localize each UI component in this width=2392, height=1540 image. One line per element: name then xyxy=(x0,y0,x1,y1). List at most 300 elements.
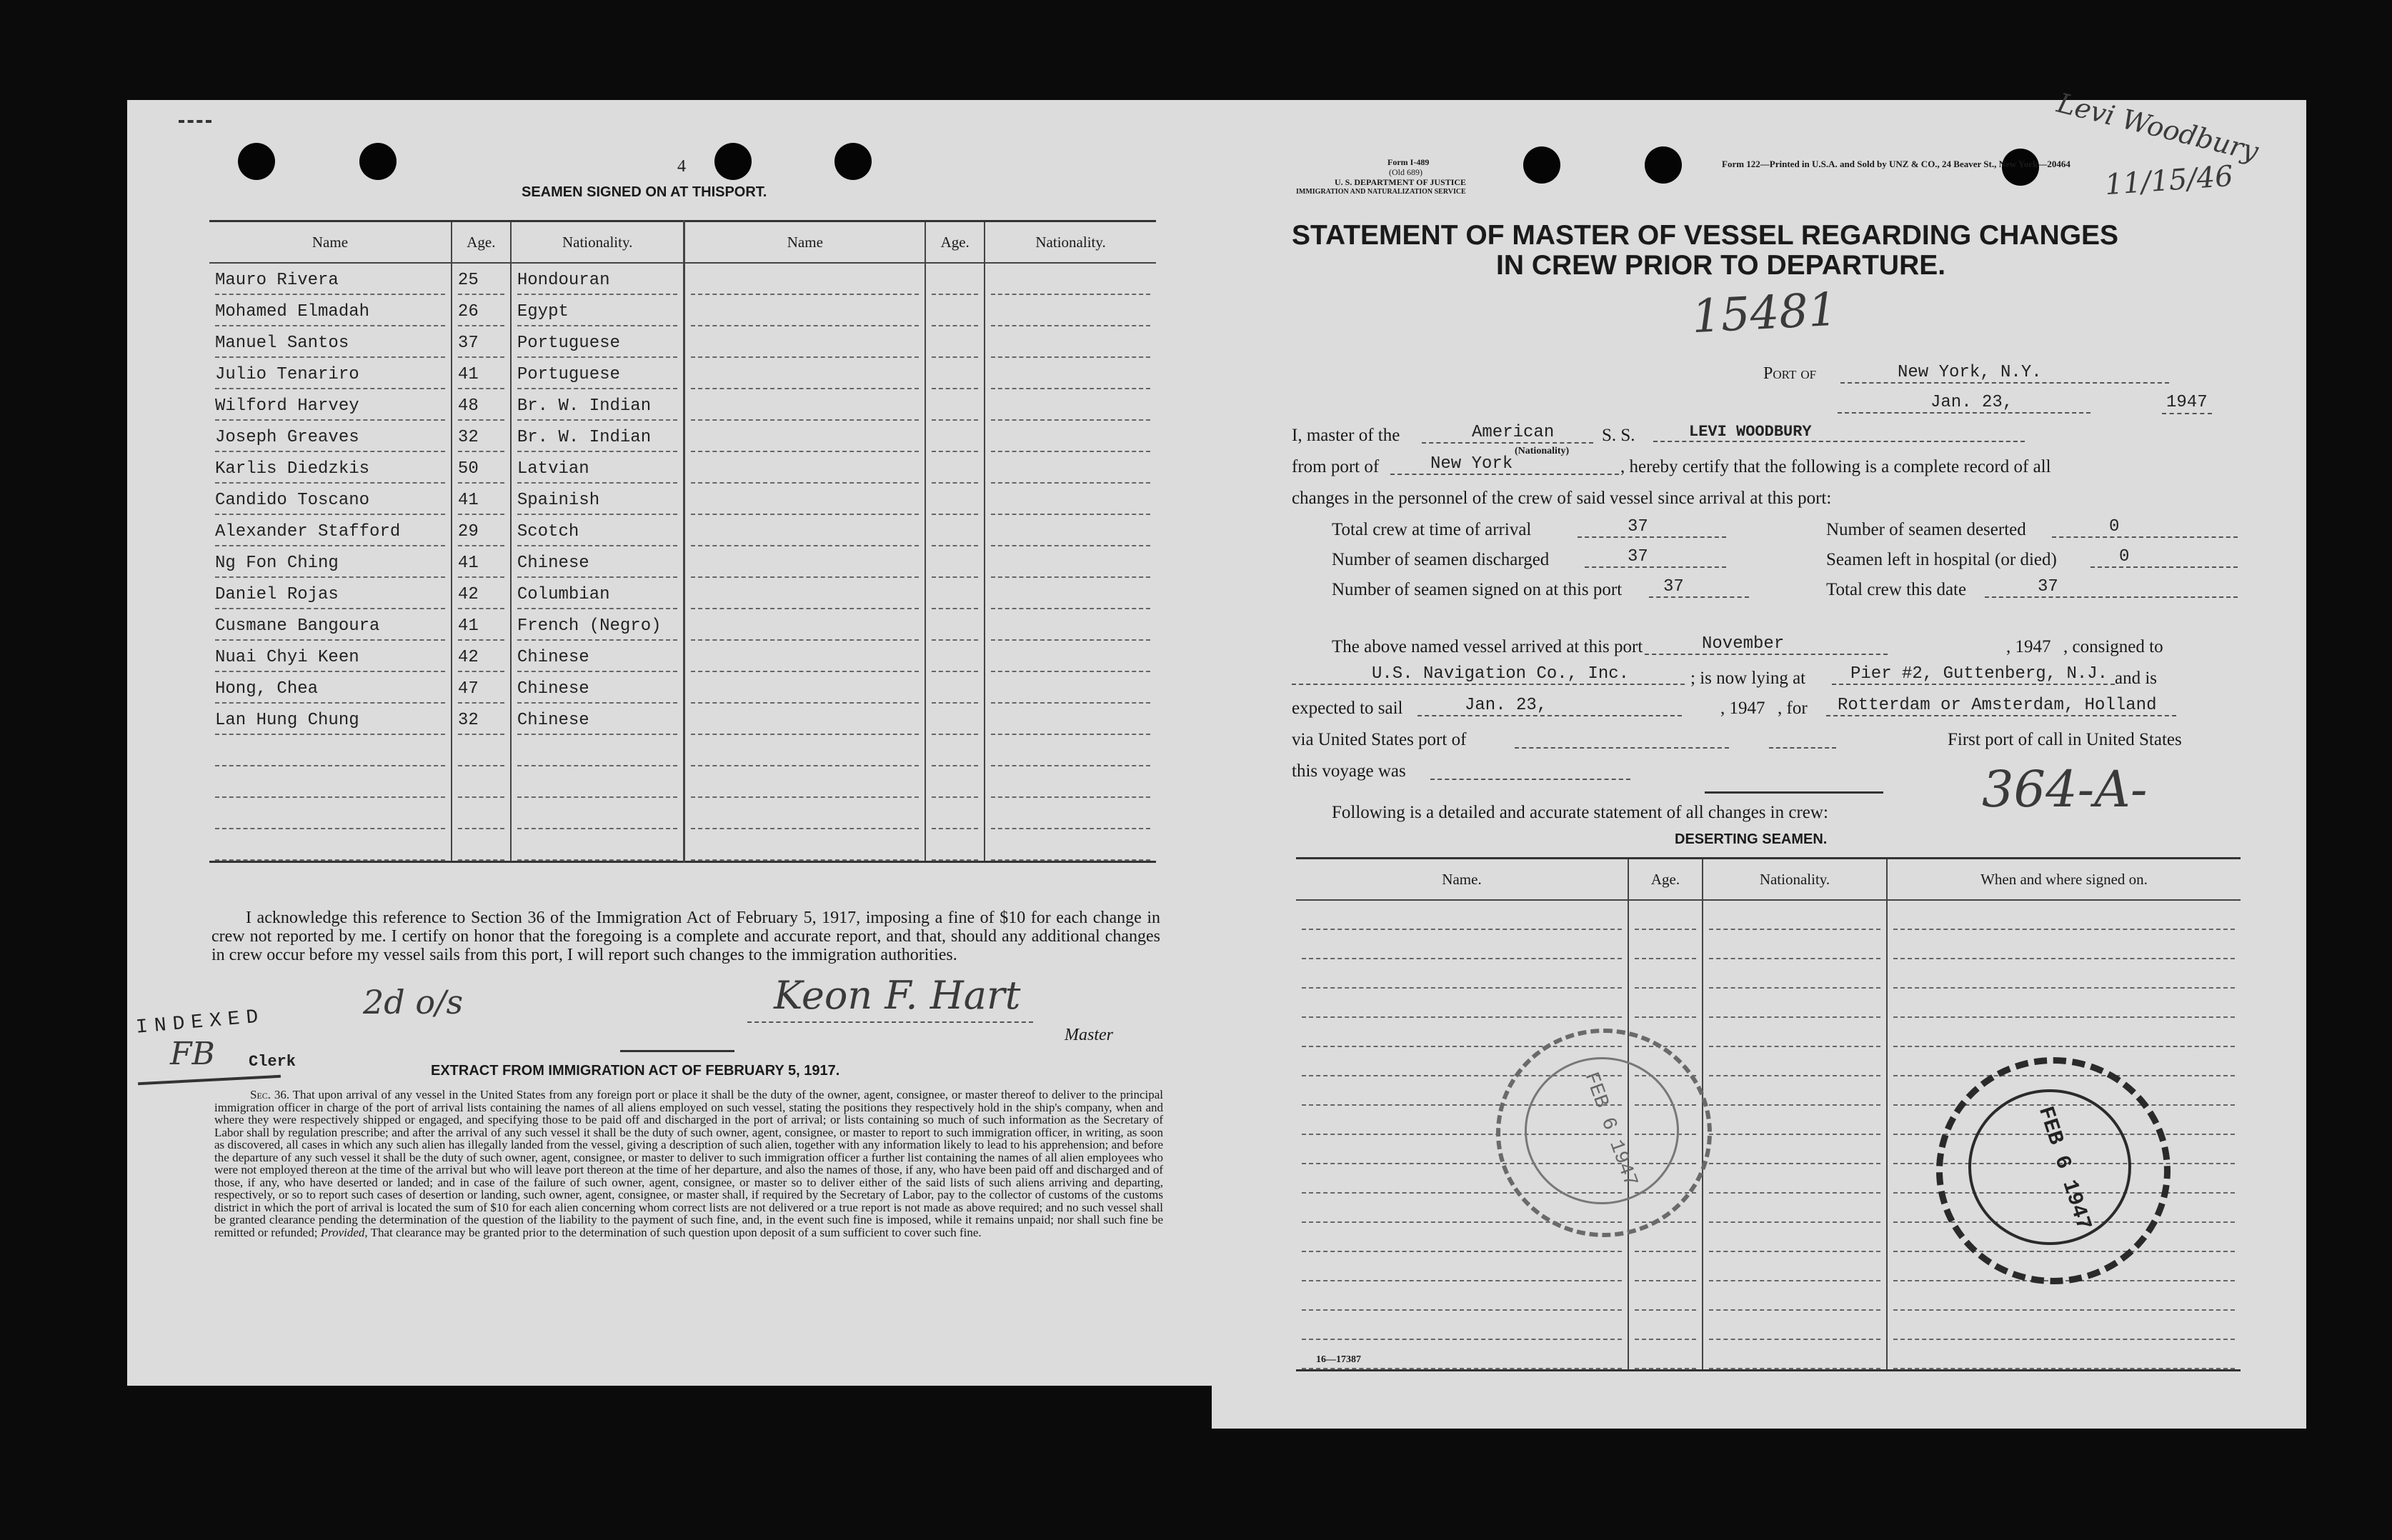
crew-nationality: Br. W. Indian xyxy=(517,428,678,452)
first-port-text: First port of call in United States xyxy=(1948,730,2182,749)
cell-name2 xyxy=(684,484,925,515)
cell-nationality xyxy=(511,609,684,641)
blank-cell xyxy=(1703,989,1887,1018)
cell-nationality2 xyxy=(985,326,1156,358)
blank-line xyxy=(691,491,919,515)
blank-line xyxy=(991,459,1150,484)
blank-line xyxy=(691,648,919,672)
cell-age2 xyxy=(925,515,985,546)
cell-name xyxy=(209,641,452,672)
cell-age2 xyxy=(925,295,985,326)
blank-line xyxy=(458,836,504,861)
cell-nationality xyxy=(511,546,684,578)
blank-cell xyxy=(1628,1252,1703,1281)
cell-age xyxy=(452,704,511,735)
cell-name xyxy=(209,672,452,704)
cell-age2 xyxy=(925,641,985,672)
crew-name: Cusmane Bangoura xyxy=(215,616,445,641)
deserted-value: 0 xyxy=(2052,517,2238,538)
cell-name xyxy=(209,798,452,829)
blank-line xyxy=(1709,1288,1880,1311)
cell-age2 xyxy=(925,263,985,295)
blank-line xyxy=(1709,936,1880,959)
cell-nationality2 xyxy=(985,641,1156,672)
cell-name xyxy=(209,389,452,421)
blank-line xyxy=(1709,1317,1880,1340)
crew-row xyxy=(209,798,1156,829)
blank-cell xyxy=(1296,989,1628,1018)
destination: Rotterdam or Amsterdam, Holland xyxy=(1826,696,2176,716)
acknowledgement: I acknowledge this reference to Section 36 of the Immigration Act of February 5, 1917, imposing a fine of $10 for each change in crew not reported by me. I certify on honor that the foregoing is a complete and accurate report, and that, should any additional changes in crew occur before my vessel sails from this port, I will report such changes to the immigration authorities. xyxy=(211,909,1160,964)
punch-hole xyxy=(834,143,872,180)
crew-nationality: Egypt xyxy=(517,302,678,326)
cell-age xyxy=(452,263,511,295)
section-label: Sec. 36. xyxy=(250,1088,290,1101)
crew-name: Alexander Stafford xyxy=(215,522,445,546)
blank-line xyxy=(991,491,1150,515)
blank-line xyxy=(1302,1259,1622,1281)
blank-line xyxy=(991,271,1150,295)
blank-line xyxy=(991,554,1150,578)
crew-age: 41 xyxy=(458,491,504,515)
crew-name: Wilford Harvey xyxy=(215,396,445,421)
blank-cell xyxy=(1296,959,1628,989)
blank-cell xyxy=(1628,930,1703,959)
blank-cell xyxy=(1887,900,2241,930)
crew-nationality: Portuguese xyxy=(517,365,678,389)
following-text: Following is a detailed and accurate statement of all changes in crew: xyxy=(1332,803,1828,822)
blank-line xyxy=(1302,995,1622,1018)
blank-cell xyxy=(1703,1340,1887,1371)
cell-name2 xyxy=(684,358,925,389)
cell-nationality2 xyxy=(985,829,1156,862)
form-title-line-2: IN CREW PRIOR TO DEPARTURE. xyxy=(1496,250,1946,281)
signed-on-label: Number of seamen signed on at this port xyxy=(1332,580,1623,599)
blank-cell xyxy=(1628,989,1703,1018)
crew-table-body xyxy=(209,263,1156,862)
cell-name2 xyxy=(684,766,925,798)
crew-nationality: Chinese xyxy=(517,679,678,704)
cell-nationality xyxy=(511,358,684,389)
crew-row xyxy=(209,829,1156,862)
blank-line xyxy=(1635,1288,1696,1311)
crew-name: Manuel Santos xyxy=(215,334,445,358)
blank-line xyxy=(932,774,978,798)
year-value: 1947 xyxy=(2166,393,2208,412)
blank-line xyxy=(932,711,978,735)
and-is: and is xyxy=(2115,669,2158,688)
cell-name xyxy=(209,766,452,798)
blank-line xyxy=(1635,907,1696,930)
cell-name2 xyxy=(684,798,925,829)
cell-name xyxy=(209,515,452,546)
expected-text: expected to sail xyxy=(1292,699,1403,718)
section-body-end: That clearance may be granted prior to the determination of such question upon deposit of a sum sufficient to cover such fine. xyxy=(370,1225,982,1239)
blank-cell xyxy=(1703,1047,1887,1076)
blank-line xyxy=(1893,995,2235,1018)
acknowledgement-text xyxy=(211,909,1160,964)
blank-cell xyxy=(1296,1281,1628,1311)
blank-line xyxy=(691,396,919,421)
blank-cell xyxy=(1703,930,1887,959)
blank-line xyxy=(932,616,978,641)
cell-nationality xyxy=(511,798,684,829)
cell-name xyxy=(209,578,452,609)
cell-name2 xyxy=(684,389,925,421)
blank-line xyxy=(1709,966,1880,989)
cell-nationality2 xyxy=(985,735,1156,766)
blank-line xyxy=(691,742,919,766)
cell-nationality2 xyxy=(985,389,1156,421)
blank-line xyxy=(215,805,445,829)
crew-row xyxy=(209,641,1156,672)
voyage-rule xyxy=(1705,791,1883,794)
cell-age xyxy=(452,389,511,421)
blank-line xyxy=(691,522,919,546)
cell-nationality2 xyxy=(985,578,1156,609)
blank-cell xyxy=(1703,1223,1887,1252)
section-36-text xyxy=(214,1089,1163,1239)
cell-nationality xyxy=(511,421,684,452)
blank-cell xyxy=(1628,959,1703,989)
blank-line xyxy=(1893,936,2235,959)
total-arrival-label: Total crew at time of arrival xyxy=(1332,520,1532,539)
blank-line xyxy=(691,836,919,861)
blank-cell xyxy=(1887,1311,2241,1340)
clerk-line xyxy=(138,1075,281,1085)
crew-name: Hong, Chea xyxy=(215,679,445,704)
cell-name2 xyxy=(684,546,925,578)
crew-age: 26 xyxy=(458,302,504,326)
blank-line xyxy=(1893,1024,2235,1047)
cell-nationality xyxy=(511,389,684,421)
crew-row xyxy=(209,546,1156,578)
blank-line xyxy=(991,774,1150,798)
crew-nationality: Br. W. Indian xyxy=(517,396,678,421)
cell-name2 xyxy=(684,641,925,672)
crew-row xyxy=(209,421,1156,452)
printer-note: Form 122—Printed in U.S.A. and Sold by UNZ & CO., 24 Beaver St., New York—20464 xyxy=(1722,159,2070,169)
cell-name xyxy=(209,546,452,578)
crew-age: 41 xyxy=(458,365,504,389)
cell-name2 xyxy=(684,735,925,766)
cell-name xyxy=(209,484,452,515)
cell-nationality2 xyxy=(985,546,1156,578)
cell-nationality xyxy=(511,578,684,609)
cell-nationality xyxy=(511,704,684,735)
blank-line xyxy=(1709,1200,1880,1223)
blank-cell xyxy=(1703,1252,1887,1281)
blank-cell xyxy=(1887,959,2241,989)
blank-line xyxy=(1709,995,1880,1018)
crew-row xyxy=(209,672,1156,704)
blank-line xyxy=(991,522,1150,546)
lying-value: Pier #2, Guttenberg, N.J. xyxy=(1832,664,2115,685)
extract-title: EXTRACT FROM IMMIGRATION ACT OF FEBRUARY 5, 1917. xyxy=(431,1063,840,1079)
page-number: 4 xyxy=(677,157,686,176)
cell-age2 xyxy=(925,735,985,766)
col-nationality-2: Nationality. xyxy=(985,221,1156,264)
extract-rule xyxy=(620,1050,734,1052)
discharged-label: Number of seamen discharged xyxy=(1332,550,1550,569)
blank-line xyxy=(932,459,978,484)
blank-line xyxy=(215,836,445,861)
cell-age2 xyxy=(925,546,985,578)
cell-age2 xyxy=(925,358,985,389)
arrived-month: November xyxy=(1645,634,1888,655)
cell-age xyxy=(452,609,511,641)
deserting-row xyxy=(1296,1018,2241,1047)
cell-nationality xyxy=(511,766,684,798)
cell-name xyxy=(209,609,452,641)
cell-age xyxy=(452,578,511,609)
blank-cell xyxy=(1296,1311,1628,1340)
blank-cell xyxy=(1887,1018,2241,1047)
blank-line xyxy=(991,585,1150,609)
crew-nationality: Chinese xyxy=(517,554,678,578)
via-line xyxy=(1515,747,1729,749)
col-name: Name xyxy=(209,221,452,264)
crew-name: Nuai Chyi Keen xyxy=(215,648,445,672)
crew-nationality: Latvian xyxy=(517,459,678,484)
total-date-label: Total crew this date xyxy=(1826,580,1967,599)
blank-cell xyxy=(1703,1106,1887,1135)
cell-name2 xyxy=(684,672,925,704)
crew-age: 42 xyxy=(458,585,504,609)
cell-age2 xyxy=(925,389,985,421)
cell-name2 xyxy=(684,452,925,484)
port-label: Port of xyxy=(1763,364,1817,383)
punch-hole xyxy=(359,143,397,180)
cell-name2 xyxy=(684,263,925,295)
blank-cell xyxy=(1887,1340,2241,1371)
total-date-value: 37 xyxy=(1985,577,2238,598)
blank-line xyxy=(691,585,919,609)
section-body: That upon arrival of any vessel in the United States from any foreign port or place it shall be the duty of the owner, agent, consignee, or master thereof to deliver to the principal immigration officer in charge of the port of arrival lists containing the names of all aliens employed on such vessel, stating the positions they respectively hold in the ship's company, when and where they were respectively shipped or engaged, and specifying those to be paid off and discharged in the port of arrival; or lists containing so much of such information as the Secretary of Labor shall by regulation prescribe; and after the arrival of any such vessel it shall be the duty of such owner, agent, consignee, or master to report to such immigration officer, in writing, as soon as discovered, all cases in which any such alien has illegally landed from the vessel, giving a description of such alien, together with any information likely to lead to his apprehension; and before the departure of any such vessel it shall be the duty of such owner, agent, consignee, or master to deliver to such immigration officer a further list containing the names of all alien employees who were not employed thereon at the time of the arrival but who will leave port thereon at the time of her departure, and also the names of those, if any, who have been paid off and discharged and of those, if any, who have deserted or landed; and in case of the failure of such owner, agent, consignee, or master so to deliver either of the said lists of such aliens arriving and departing, respectively, or so to report such cases of desertion or landing, such owner, agent, consignee, or master shall, if required by the Secretary of Labor, pay to the collector of customs of the customs district in which the port of arrival is located the sum of $10 for each alien concerning whom correct lists are not delivered or a true report is not made as above required; and no such vessel shall be granted clearance pending the determination of the question of the liability to the payment of such fine, and, in the event such fine is imposed, while it remains unpaid; nor shall such fine be remitted or refunded; xyxy=(214,1088,1163,1239)
cell-name xyxy=(209,735,452,766)
blank-cell xyxy=(1703,1194,1887,1223)
deserting-row xyxy=(1296,959,2241,989)
cell-nationality2 xyxy=(985,295,1156,326)
blank-line xyxy=(1635,936,1696,959)
blank-cell xyxy=(1296,930,1628,959)
cell-name xyxy=(209,452,452,484)
crew-nationality: Hondouran xyxy=(517,271,678,295)
clerk-initials: FB xyxy=(170,1036,215,1072)
deserting-table-header xyxy=(1296,859,2241,901)
crew-name: Ng Fon Ching xyxy=(215,554,445,578)
crew-row xyxy=(209,766,1156,798)
blank-line xyxy=(458,805,504,829)
crew-row xyxy=(209,389,1156,421)
deserting-row xyxy=(1296,1281,2241,1311)
cell-age xyxy=(452,829,511,862)
blank-line xyxy=(691,805,919,829)
cell-name2 xyxy=(684,421,925,452)
cell-nationality xyxy=(511,295,684,326)
right-page xyxy=(1212,86,2306,1429)
cell-age xyxy=(452,295,511,326)
cell-name2 xyxy=(684,704,925,735)
blank-line xyxy=(932,365,978,389)
cell-age xyxy=(452,672,511,704)
blank-line xyxy=(1893,907,2235,930)
crew-nationality: Scotch xyxy=(517,522,678,546)
cell-nationality xyxy=(511,484,684,515)
blank-line xyxy=(691,428,919,452)
voyage-line xyxy=(1430,779,1630,780)
blank-line xyxy=(932,836,978,861)
clerk-label: Clerk xyxy=(249,1053,296,1071)
footer-code: 16—17387 xyxy=(1316,1354,1361,1365)
blank-line xyxy=(932,522,978,546)
cell-name xyxy=(209,358,452,389)
blank-line xyxy=(458,774,504,798)
crew-row xyxy=(209,484,1156,515)
for-text: , for xyxy=(1778,699,1808,718)
blank-line xyxy=(691,616,919,641)
left-page xyxy=(127,100,1212,1386)
crew-age: 29 xyxy=(458,522,504,546)
blank-line xyxy=(932,428,978,452)
desert-col-name: Name. xyxy=(1296,859,1628,901)
cell-age xyxy=(452,484,511,515)
cell-nationality2 xyxy=(985,421,1156,452)
form-number: Form I-489 xyxy=(1387,157,1430,167)
sail-date: Jan. 23, xyxy=(1417,696,1682,716)
cell-nationality2 xyxy=(985,609,1156,641)
deserting-row xyxy=(1296,1340,2241,1371)
crew-row xyxy=(209,704,1156,735)
consigned-text: , consigned to xyxy=(2063,637,2163,656)
col-age-2: Age. xyxy=(925,221,985,264)
cell-age xyxy=(452,358,511,389)
cell-nationality xyxy=(511,326,684,358)
deserting-row xyxy=(1296,1311,2241,1340)
blank-line xyxy=(932,271,978,295)
blank-line xyxy=(691,334,919,358)
blank-cell xyxy=(1703,1135,1887,1164)
crew-row xyxy=(209,326,1156,358)
blank-cell xyxy=(1703,1164,1887,1194)
year-line xyxy=(2162,413,2212,414)
blank-cell xyxy=(1703,1018,1887,1047)
blank-cell xyxy=(1296,900,1628,930)
blank-line xyxy=(517,774,678,798)
blank-line xyxy=(1893,1288,2235,1311)
from-port-label: from port of xyxy=(1292,457,1380,476)
blank-line xyxy=(991,396,1150,421)
blank-line xyxy=(1635,1259,1696,1281)
cell-age xyxy=(452,326,511,358)
desert-col-when-where: When and where signed on. xyxy=(1887,859,2241,901)
blank-cell xyxy=(1296,1252,1628,1281)
cell-name xyxy=(209,326,452,358)
blank-cell xyxy=(1703,900,1887,930)
cell-nationality2 xyxy=(985,704,1156,735)
form-title-line-1: STATEMENT OF MASTER OF VESSEL REGARDING CHANGES xyxy=(1292,220,2119,251)
master-prefix: I, master of the xyxy=(1292,426,1400,445)
crew-nationality: Columbian xyxy=(517,585,678,609)
blank-line xyxy=(215,774,445,798)
cell-nationality2 xyxy=(985,452,1156,484)
deserting-row xyxy=(1296,900,2241,930)
blank-line xyxy=(932,648,978,672)
stamp-right-date: FEB 6 1947 xyxy=(2033,1104,2096,1234)
deserting-title: DESERTING SEAMEN. xyxy=(1675,831,1828,847)
crew-name: Mohamed Elmadah xyxy=(215,302,445,326)
blank-cell xyxy=(1887,930,2241,959)
crew-table-header xyxy=(209,221,1156,264)
cell-age xyxy=(452,515,511,546)
cell-age2 xyxy=(925,452,985,484)
crew-name: Joseph Greaves xyxy=(215,428,445,452)
crew-age: 48 xyxy=(458,396,504,421)
discharged-value: 37 xyxy=(1585,547,1726,568)
punch-hole xyxy=(1645,146,1682,184)
cell-age xyxy=(452,641,511,672)
blank-line xyxy=(1709,1024,1880,1047)
blank-cell xyxy=(1628,1311,1703,1340)
blank-cell xyxy=(1703,1311,1887,1340)
blank-line xyxy=(1635,1317,1696,1340)
vessel-name: LEVI WOODBURY xyxy=(1653,423,2025,442)
crew-name: Candido Toscano xyxy=(215,491,445,515)
department: U. S. DEPARTMENT OF JUSTICE xyxy=(1335,177,1467,187)
crew-name: Julio Tenariro xyxy=(215,365,445,389)
form-old: (Old 689) xyxy=(1389,167,1422,177)
signature-line xyxy=(747,1021,1033,1023)
blank-line xyxy=(1709,1259,1880,1281)
cell-name2 xyxy=(684,578,925,609)
cell-name xyxy=(209,704,452,735)
blank-line xyxy=(1709,1229,1880,1252)
deserting-row xyxy=(1296,930,2241,959)
cell-nationality2 xyxy=(985,484,1156,515)
arrival-stamp-right xyxy=(1936,1057,2171,1284)
blank-line xyxy=(932,805,978,829)
blank-line xyxy=(1302,936,1622,959)
blank-cell xyxy=(1887,1281,2241,1311)
blank-line xyxy=(517,836,678,861)
blank-line xyxy=(1709,1054,1880,1076)
blank-line xyxy=(215,742,445,766)
changes-text: changes in the personnel of the crew of said vessel since arrival at this port: xyxy=(1292,489,1832,508)
cell-age xyxy=(452,766,511,798)
crew-row xyxy=(209,735,1156,766)
blank-line xyxy=(932,302,978,326)
indexed-stamp: INDEXED xyxy=(134,1006,266,1039)
handwritten-note: 2d o/s xyxy=(363,983,464,1021)
blank-cell xyxy=(1628,1281,1703,1311)
blank-line xyxy=(932,554,978,578)
cell-nationality2 xyxy=(985,798,1156,829)
cell-nationality xyxy=(511,829,684,862)
crew-row xyxy=(209,295,1156,326)
blank-line xyxy=(517,742,678,766)
col-age: Age. xyxy=(452,221,511,264)
arrived-text: The above named vessel arrived at this port xyxy=(1332,637,1643,656)
cell-name2 xyxy=(684,295,925,326)
blank-line xyxy=(1709,1171,1880,1194)
cell-nationality xyxy=(511,452,684,484)
desert-col-nationality: Nationality. xyxy=(1703,859,1887,901)
crew-nationality: French (Negro) xyxy=(517,616,678,641)
hospital-value: 0 xyxy=(2090,547,2238,568)
cell-age xyxy=(452,546,511,578)
cell-age2 xyxy=(925,421,985,452)
blank-line xyxy=(991,711,1150,735)
